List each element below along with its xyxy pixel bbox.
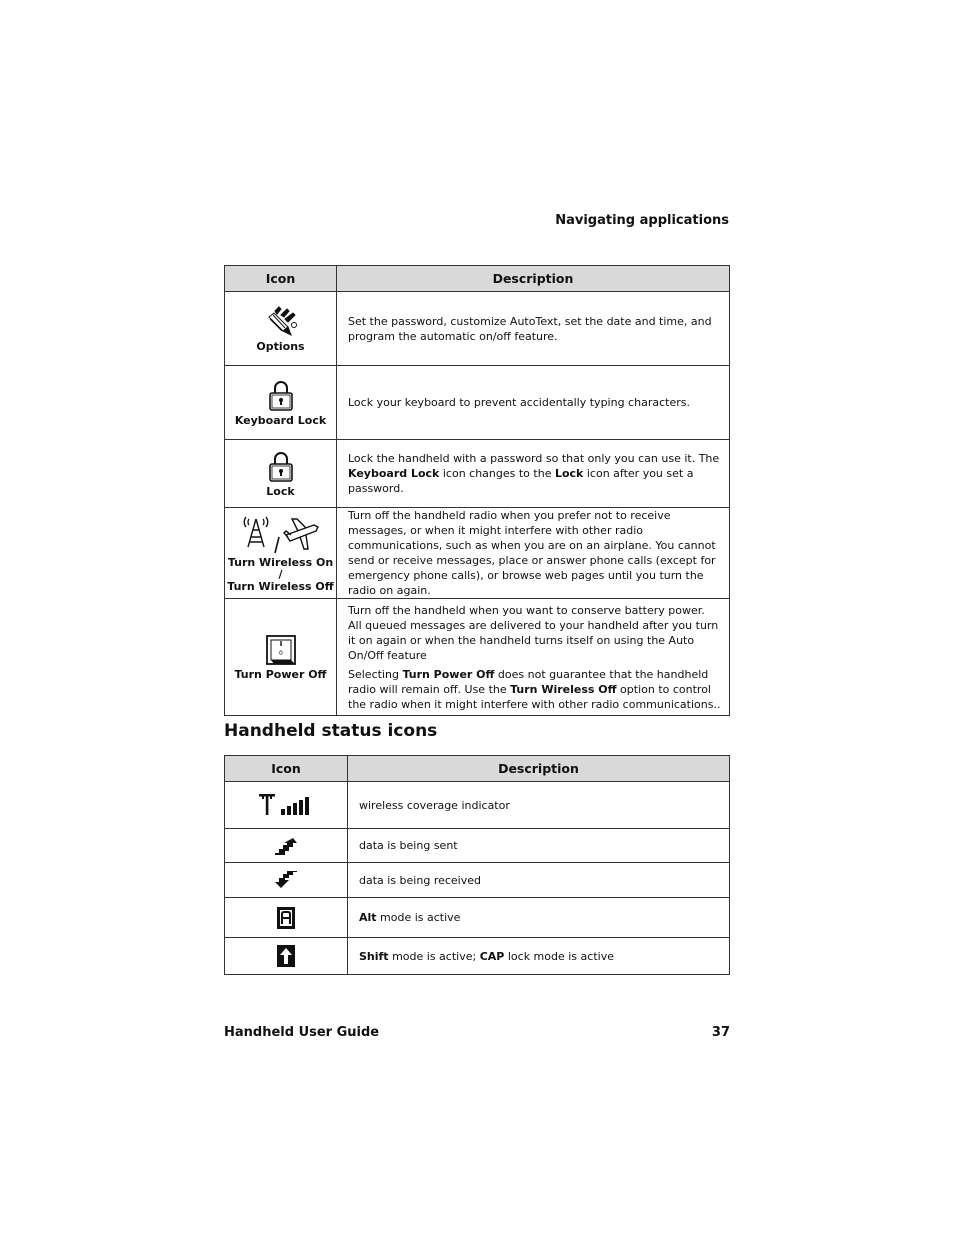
column-header-icon: Icon: [225, 756, 348, 782]
description-text: Lock your keyboard to prevent accidentally typing characters.: [348, 396, 690, 409]
description-text: Turn off the handheld radio when you prefer not to receive messages, or when it might interfere with other radio communications, such as when you are on an airplane. You cannot send or receive messages, place or answer phone calls (except for emergency phone calls), or browse web pages until you turn the radio on again.: [348, 509, 716, 597]
description-cell: [337, 292, 730, 366]
description-cell: Shift mode is active; CAP lock mode is active: [348, 938, 730, 975]
table-row: [225, 898, 730, 938]
icon-label: Keyboard Lock: [234, 413, 327, 427]
alt-mode-icon: [277, 907, 295, 929]
icon-label: Lock: [266, 484, 295, 498]
table-header-row: [225, 756, 730, 782]
page-number: 37: [711, 1025, 730, 1040]
power-off-icon: [264, 633, 298, 667]
running-header: Navigating applications: [555, 213, 729, 228]
table-header-row: [225, 266, 730, 292]
table-row: [225, 829, 730, 863]
wireless-toggle-icon: [240, 513, 322, 555]
description-cell: [337, 599, 730, 716]
description-text: Selecting Turn Power Off does not guarantee that the handheld radio will remain off. Use the Turn Wireless Off option to control the radio when it might interfere with other radio communications..: [348, 667, 721, 711]
description-text: Lock the handheld with a password so that only you can use it. The Keyboard Lock icon changes to the Lock icon after you set a password.: [348, 452, 720, 495]
svg-text:0: 0: [278, 650, 283, 657]
description-cell: [337, 366, 730, 440]
table-row: [225, 599, 730, 716]
icon-cell: [225, 599, 337, 716]
icon-label: Turn Power Off: [234, 668, 327, 681]
icon-cell: [225, 863, 348, 898]
icon-cell: [225, 292, 337, 366]
icon-label: Options: [256, 339, 305, 353]
table-row: [225, 508, 730, 599]
table-row: [225, 938, 730, 975]
description-cell: data is being received: [348, 863, 730, 898]
icon-cell: [225, 782, 348, 829]
description-cell: [337, 440, 730, 508]
icon-cell: [225, 829, 348, 863]
data-sent-icon: [273, 837, 299, 855]
table-row: [225, 440, 730, 508]
icon-label: Turn Wireless On / Turn Wireless Off: [227, 556, 334, 593]
description-text: Set the password, customize AutoText, set the date and time, and program the automatic on/off feature.: [348, 314, 712, 343]
icon-cell: [225, 508, 337, 599]
icon-cell: [225, 440, 337, 508]
description-cell: [337, 508, 730, 599]
table-row: [225, 863, 730, 898]
description-cell: wireless coverage indicator: [348, 782, 730, 829]
status-icons-table: [224, 755, 730, 975]
description-cell: data is being sent: [348, 829, 730, 863]
table-row: [225, 292, 730, 366]
column-header-description: Description: [337, 266, 730, 292]
shift-mode-icon: [277, 945, 295, 967]
icon-cell: [225, 898, 348, 938]
table-row: [225, 366, 730, 440]
icon-cell: [225, 938, 348, 975]
application-icons-table: [224, 265, 730, 716]
column-header-icon: Icon: [225, 266, 337, 292]
footer-title: Handheld User Guide: [224, 1025, 380, 1040]
table-row: [225, 782, 730, 829]
section-title: Handheld status icons: [224, 721, 438, 741]
options-icon: [261, 305, 301, 339]
data-received-icon: [273, 870, 299, 890]
keyboard-lock-icon: [266, 379, 296, 413]
icon-cell: [225, 366, 337, 440]
signal-strength-icon: [257, 792, 315, 818]
lock-icon: [266, 450, 296, 484]
column-header-description: Description: [348, 756, 730, 782]
description-text: Turn off the handheld when you want to conserve battery power. All queued messages are delivered to your handheld after you turn it on again or when the handheld turns itself on using the Auto On/Off feature: [348, 603, 719, 662]
description-cell: Alt mode is active: [348, 898, 730, 938]
